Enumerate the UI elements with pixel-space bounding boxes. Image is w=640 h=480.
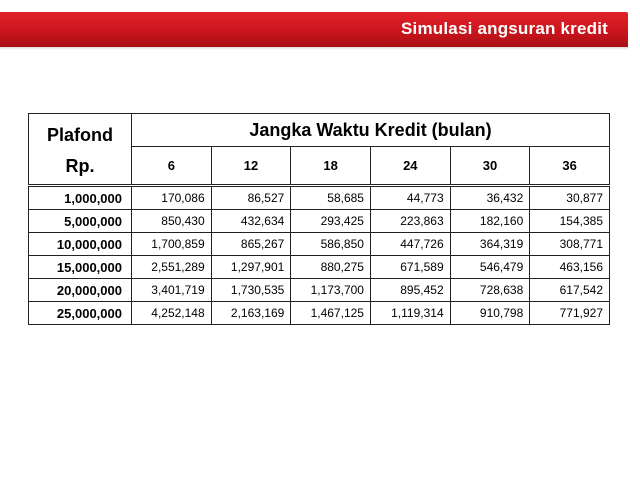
plafond-header-currency: Rp. xyxy=(65,156,95,176)
banner-shadow xyxy=(0,47,628,50)
installment-cell: 880,275 xyxy=(291,256,371,279)
installment-cell: 1,730,535 xyxy=(211,279,291,302)
slide-title: Simulasi angsuran kredit xyxy=(401,19,608,38)
installment-cell: 617,542 xyxy=(530,279,610,302)
title-banner xyxy=(0,12,628,47)
installment-cell: 293,425 xyxy=(291,210,371,233)
plafond-cell: 1,000,000 xyxy=(29,186,132,210)
installment-cell: 850,430 xyxy=(132,210,212,233)
installment-cell: 30,877 xyxy=(530,186,610,210)
table-row xyxy=(29,279,610,302)
plafond-header xyxy=(29,114,132,186)
installment-cell: 432,634 xyxy=(211,210,291,233)
installment-cell: 36,432 xyxy=(450,186,530,210)
plafond-header-label: Plafond xyxy=(47,125,113,145)
table-row xyxy=(29,210,610,233)
table-row xyxy=(29,186,610,210)
installment-cell: 182,160 xyxy=(450,210,530,233)
term-header: Jangka Waktu Kredit (bulan) xyxy=(132,114,610,147)
installment-cell: 895,452 xyxy=(370,279,450,302)
installment-cell: 308,771 xyxy=(530,233,610,256)
installment-cell: 170,086 xyxy=(132,186,212,210)
installment-table xyxy=(28,113,610,325)
header-row-top xyxy=(29,114,610,147)
installment-cell: 771,927 xyxy=(530,302,610,325)
installment-cell: 2,163,169 xyxy=(211,302,291,325)
month-header: 30 xyxy=(450,147,530,186)
installment-cell: 364,319 xyxy=(450,233,530,256)
installment-cell: 865,267 xyxy=(211,233,291,256)
month-header: 18 xyxy=(291,147,371,186)
installment-cell: 2,551,289 xyxy=(132,256,212,279)
installment-cell: 586,850 xyxy=(291,233,371,256)
installment-cell: 463,156 xyxy=(530,256,610,279)
installment-cell: 4,252,148 xyxy=(132,302,212,325)
installment-cell: 86,527 xyxy=(211,186,291,210)
installment-cell: 1,467,125 xyxy=(291,302,371,325)
plafond-cell: 15,000,000 xyxy=(29,256,132,279)
table-row xyxy=(29,256,610,279)
table-row xyxy=(29,302,610,325)
plafond-cell: 10,000,000 xyxy=(29,233,132,256)
installment-cell: 546,479 xyxy=(450,256,530,279)
installment-cell: 910,798 xyxy=(450,302,530,325)
month-header: 36 xyxy=(530,147,610,186)
installment-cell: 154,385 xyxy=(530,210,610,233)
installment-cell: 1,173,700 xyxy=(291,279,371,302)
installment-cell: 44,773 xyxy=(370,186,450,210)
month-header: 12 xyxy=(211,147,291,186)
installment-cell: 1,700,859 xyxy=(132,233,212,256)
installment-cell: 223,863 xyxy=(370,210,450,233)
installment-cell: 447,726 xyxy=(370,233,450,256)
installment-cell: 1,297,901 xyxy=(211,256,291,279)
installment-cell: 3,401,719 xyxy=(132,279,212,302)
installment-cell: 671,589 xyxy=(370,256,450,279)
plafond-cell: 5,000,000 xyxy=(29,210,132,233)
installment-cell: 728,638 xyxy=(450,279,530,302)
plafond-cell: 20,000,000 xyxy=(29,279,132,302)
table-row xyxy=(29,233,610,256)
month-header: 6 xyxy=(132,147,212,186)
month-header: 24 xyxy=(370,147,450,186)
plafond-cell: 25,000,000 xyxy=(29,302,132,325)
installment-cell: 58,685 xyxy=(291,186,371,210)
installment-cell: 1,119,314 xyxy=(370,302,450,325)
